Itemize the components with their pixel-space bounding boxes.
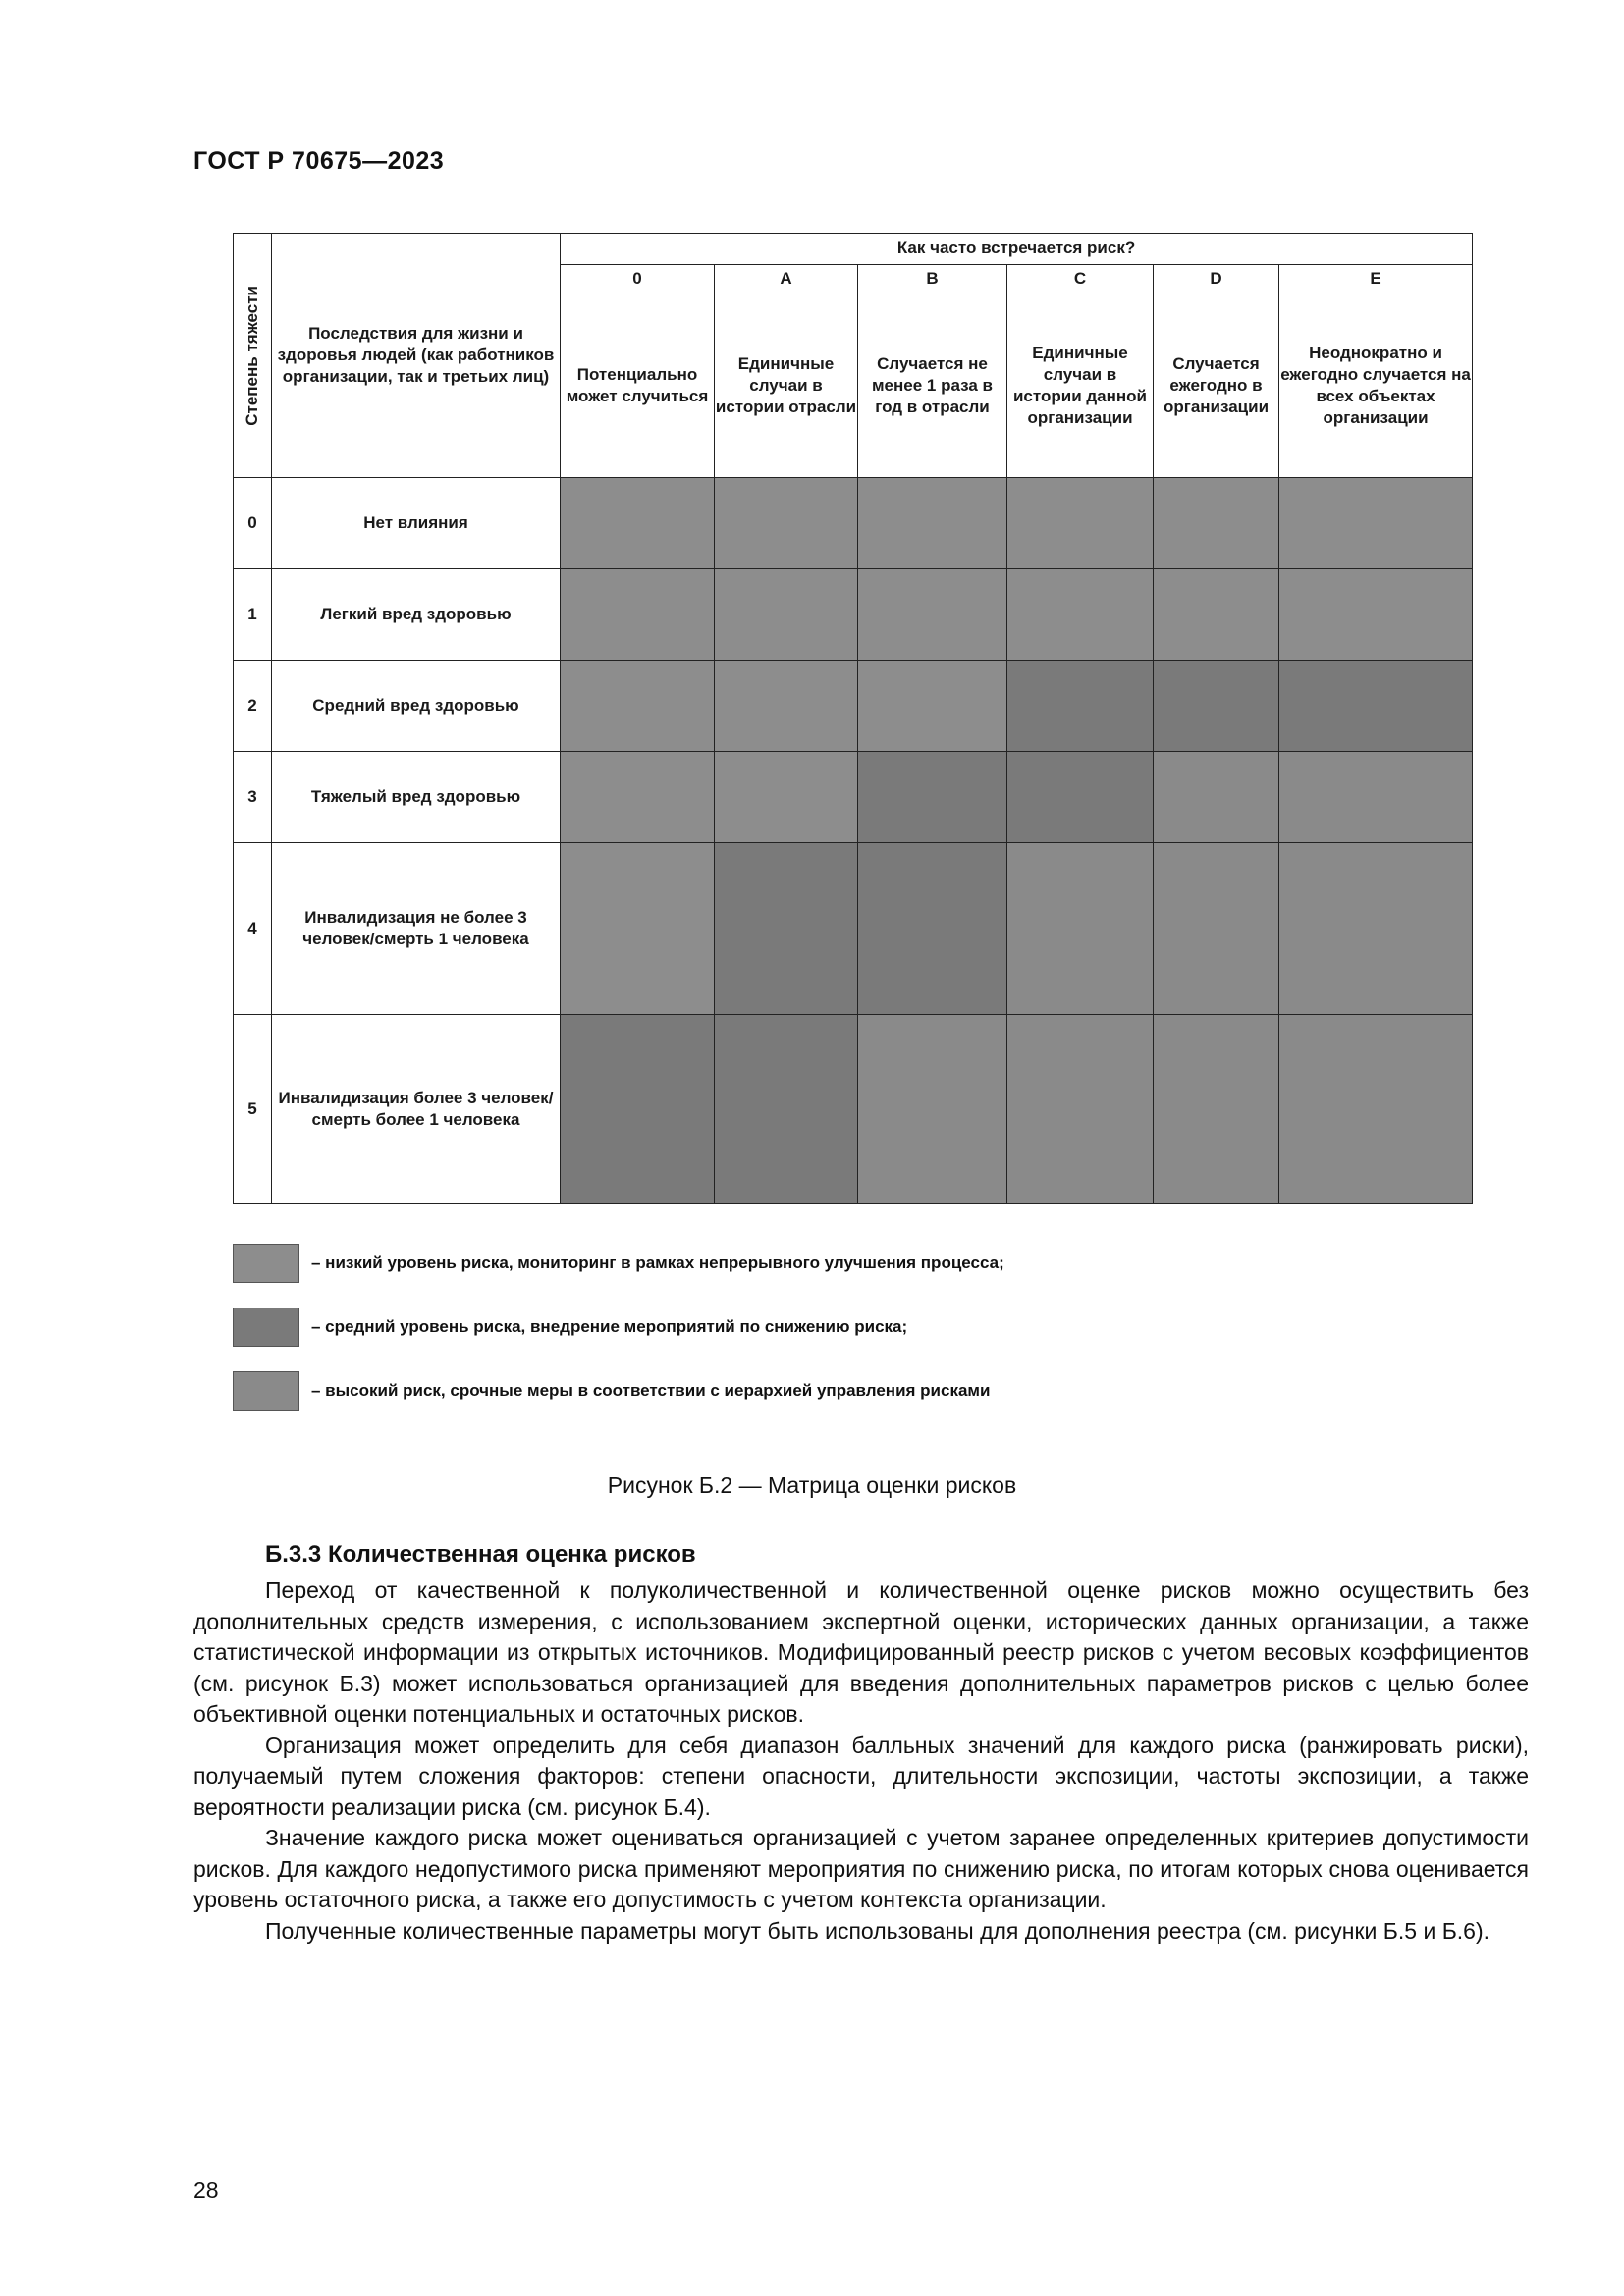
risk-cell-low: [561, 569, 715, 661]
column-description: Единичные случаи в истории данной организации: [1007, 294, 1154, 478]
risk-cell-low: [858, 661, 1007, 752]
legend-text-low: – низкий уровень риска, мониторинг в рамках непрерывного улучшения процесса;: [311, 1254, 1004, 1272]
column-code: C: [1007, 265, 1154, 294]
figure-caption: Рисунок Б.2 — Матрица оценки рисков: [607, 1472, 1017, 1498]
risk-cell-low: [1007, 569, 1154, 661]
matrix-row: [234, 569, 1473, 661]
body-text: [193, 1575, 1529, 1947]
section-title: Б.3.3 Количественная оценка рисков: [265, 1541, 696, 1568]
legend-item-high: [233, 1371, 990, 1411]
risk-cell-low: [561, 661, 715, 752]
column-code: D: [1154, 265, 1279, 294]
severity-level: 3: [234, 752, 272, 843]
matrix-row: [234, 843, 1473, 1015]
column-code: 0: [561, 265, 715, 294]
legend-item-medium: [233, 1308, 907, 1347]
severity-header: Степень тяжести: [242, 285, 261, 426]
column-description: Потенциально может случиться: [561, 294, 715, 478]
risk-matrix-table: [233, 233, 1473, 1204]
column-description: Неоднократно и ежегодно случается на всех объектах организации: [1279, 294, 1473, 478]
column-code: E: [1279, 265, 1473, 294]
paragraph: Значение каждого риска может оцениваться организацией с учетом заранее определенных критериев допустимости рисков. Для каждого недопустимого риска применяют мероприятия по снижению риска, по итогам которых снова оценивается уровень остаточного риска, а также его допустимость с учетом контекста организации.: [193, 1825, 1529, 1912]
risk-cell-low: [858, 478, 1007, 569]
matrix-row: [234, 478, 1473, 569]
risk-cell-high: [1279, 1015, 1473, 1204]
legend-text-high: – высокий риск, срочные меры в соответствии с иерархией управления рисками: [311, 1381, 991, 1400]
matrix-body: [234, 478, 1473, 1204]
document-header: ГОСТ Р 70675—2023: [193, 147, 445, 175]
risk-cell-high: [1154, 752, 1279, 843]
severity-level: 1: [234, 569, 272, 661]
risk-cell-medium: [1154, 661, 1279, 752]
risk-cell-medium: [715, 843, 858, 1015]
risk-cell-low: [715, 752, 858, 843]
severity-level: 4: [234, 843, 272, 1015]
risk-cell-low: [561, 843, 715, 1015]
legend-swatch-high: [233, 1371, 299, 1411]
severity-level: 2: [234, 661, 272, 752]
legend-swatch-medium: [233, 1308, 299, 1347]
consequence-label: Средний вред здоровью: [272, 661, 561, 752]
paragraph: Полученные количественные параметры могут быть использованы для дополнения реестра (см. рисунки Б.5 и Б.6).: [265, 1917, 1490, 1944]
paragraph: Организация может определить для себя диапазон балльных значений для каждого риска (ранжировать риски), получаемый путем сложения факторов: степени опасности, длительности экспозиции, частоты экспозиции, а также вероятности реализации риска (см. рисунок Б.4).: [193, 1732, 1529, 1820]
risk-cell-medium: [715, 1015, 858, 1204]
risk-cell-high: [1154, 1015, 1279, 1204]
column-description: Случается не менее 1 раза в год в отрасли: [858, 294, 1007, 478]
legend-item-low: [233, 1244, 1004, 1283]
legend-text-medium: – средний уровень риска, внедрение мероприятий по снижению риска;: [311, 1317, 908, 1336]
risk-cell-low: [561, 478, 715, 569]
risk-cell-high: [1007, 843, 1154, 1015]
matrix-row: [234, 1015, 1473, 1204]
consequence-label: Легкий вред здоровью: [272, 569, 561, 661]
legend-swatch-low: [233, 1244, 299, 1283]
risk-cell-medium: [858, 752, 1007, 843]
risk-cell-low: [1279, 569, 1473, 661]
column-code: B: [858, 265, 1007, 294]
risk-cell-high: [1279, 843, 1473, 1015]
risk-cell-low: [858, 569, 1007, 661]
consequence-header: Последствия для жизни и здоровья людей (как работников организации, так и третьих лиц): [272, 234, 561, 478]
risk-cell-medium: [1007, 661, 1154, 752]
page-number: 28: [193, 2177, 219, 2203]
risk-cell-medium: [858, 843, 1007, 1015]
consequence-label: Инвалидизация не более 3 человек/смерть 1 человека: [272, 843, 561, 1015]
consequence-label: Инвалидизация более 3 человек/смерть более 1 человека: [272, 1015, 561, 1204]
risk-cell-high: [1007, 1015, 1154, 1204]
matrix-row: [234, 752, 1473, 843]
risk-cell-high: [1279, 752, 1473, 843]
severity-level: 5: [234, 1015, 272, 1204]
consequence-label: Тяжелый вред здоровью: [272, 752, 561, 843]
column-code: A: [715, 265, 858, 294]
risk-cell-low: [1154, 569, 1279, 661]
paragraph: Переход от качественной к полуколичественной и количественной оценке рисков можно осуществить без дополнительных средств измерения, с использованием экспертной оценки, исторических данных организации, а также статистической информации из открытых источников. Модифицированный реестр рисков с учетом весовых коэффициентов (см. рисунок Б.3) может использоваться организацией для введения дополнительных параметров рисков с целью более объективной оценки потенциальных и остаточных рисков.: [193, 1577, 1529, 1727]
risk-cell-low: [715, 569, 858, 661]
risk-cell-medium: [561, 1015, 715, 1204]
risk-cell-high: [858, 1015, 1007, 1204]
frequency-header: Как часто встречается риск?: [561, 234, 1473, 265]
column-description: Единичные случаи в истории отрасли: [715, 294, 858, 478]
risk-cell-medium: [1279, 661, 1473, 752]
risk-cell-low: [1007, 478, 1154, 569]
column-description: Случается ежегодно в организации: [1154, 294, 1279, 478]
severity-header-cell: [234, 234, 272, 478]
risk-cell-low: [1279, 478, 1473, 569]
risk-cell-low: [561, 752, 715, 843]
risk-cell-medium: [1007, 752, 1154, 843]
risk-cell-high: [1154, 843, 1279, 1015]
risk-cell-low: [715, 478, 858, 569]
severity-level: 0: [234, 478, 272, 569]
risk-cell-low: [1154, 478, 1279, 569]
risk-cell-low: [715, 661, 858, 752]
matrix-row: [234, 661, 1473, 752]
consequence-label: Нет влияния: [272, 478, 561, 569]
